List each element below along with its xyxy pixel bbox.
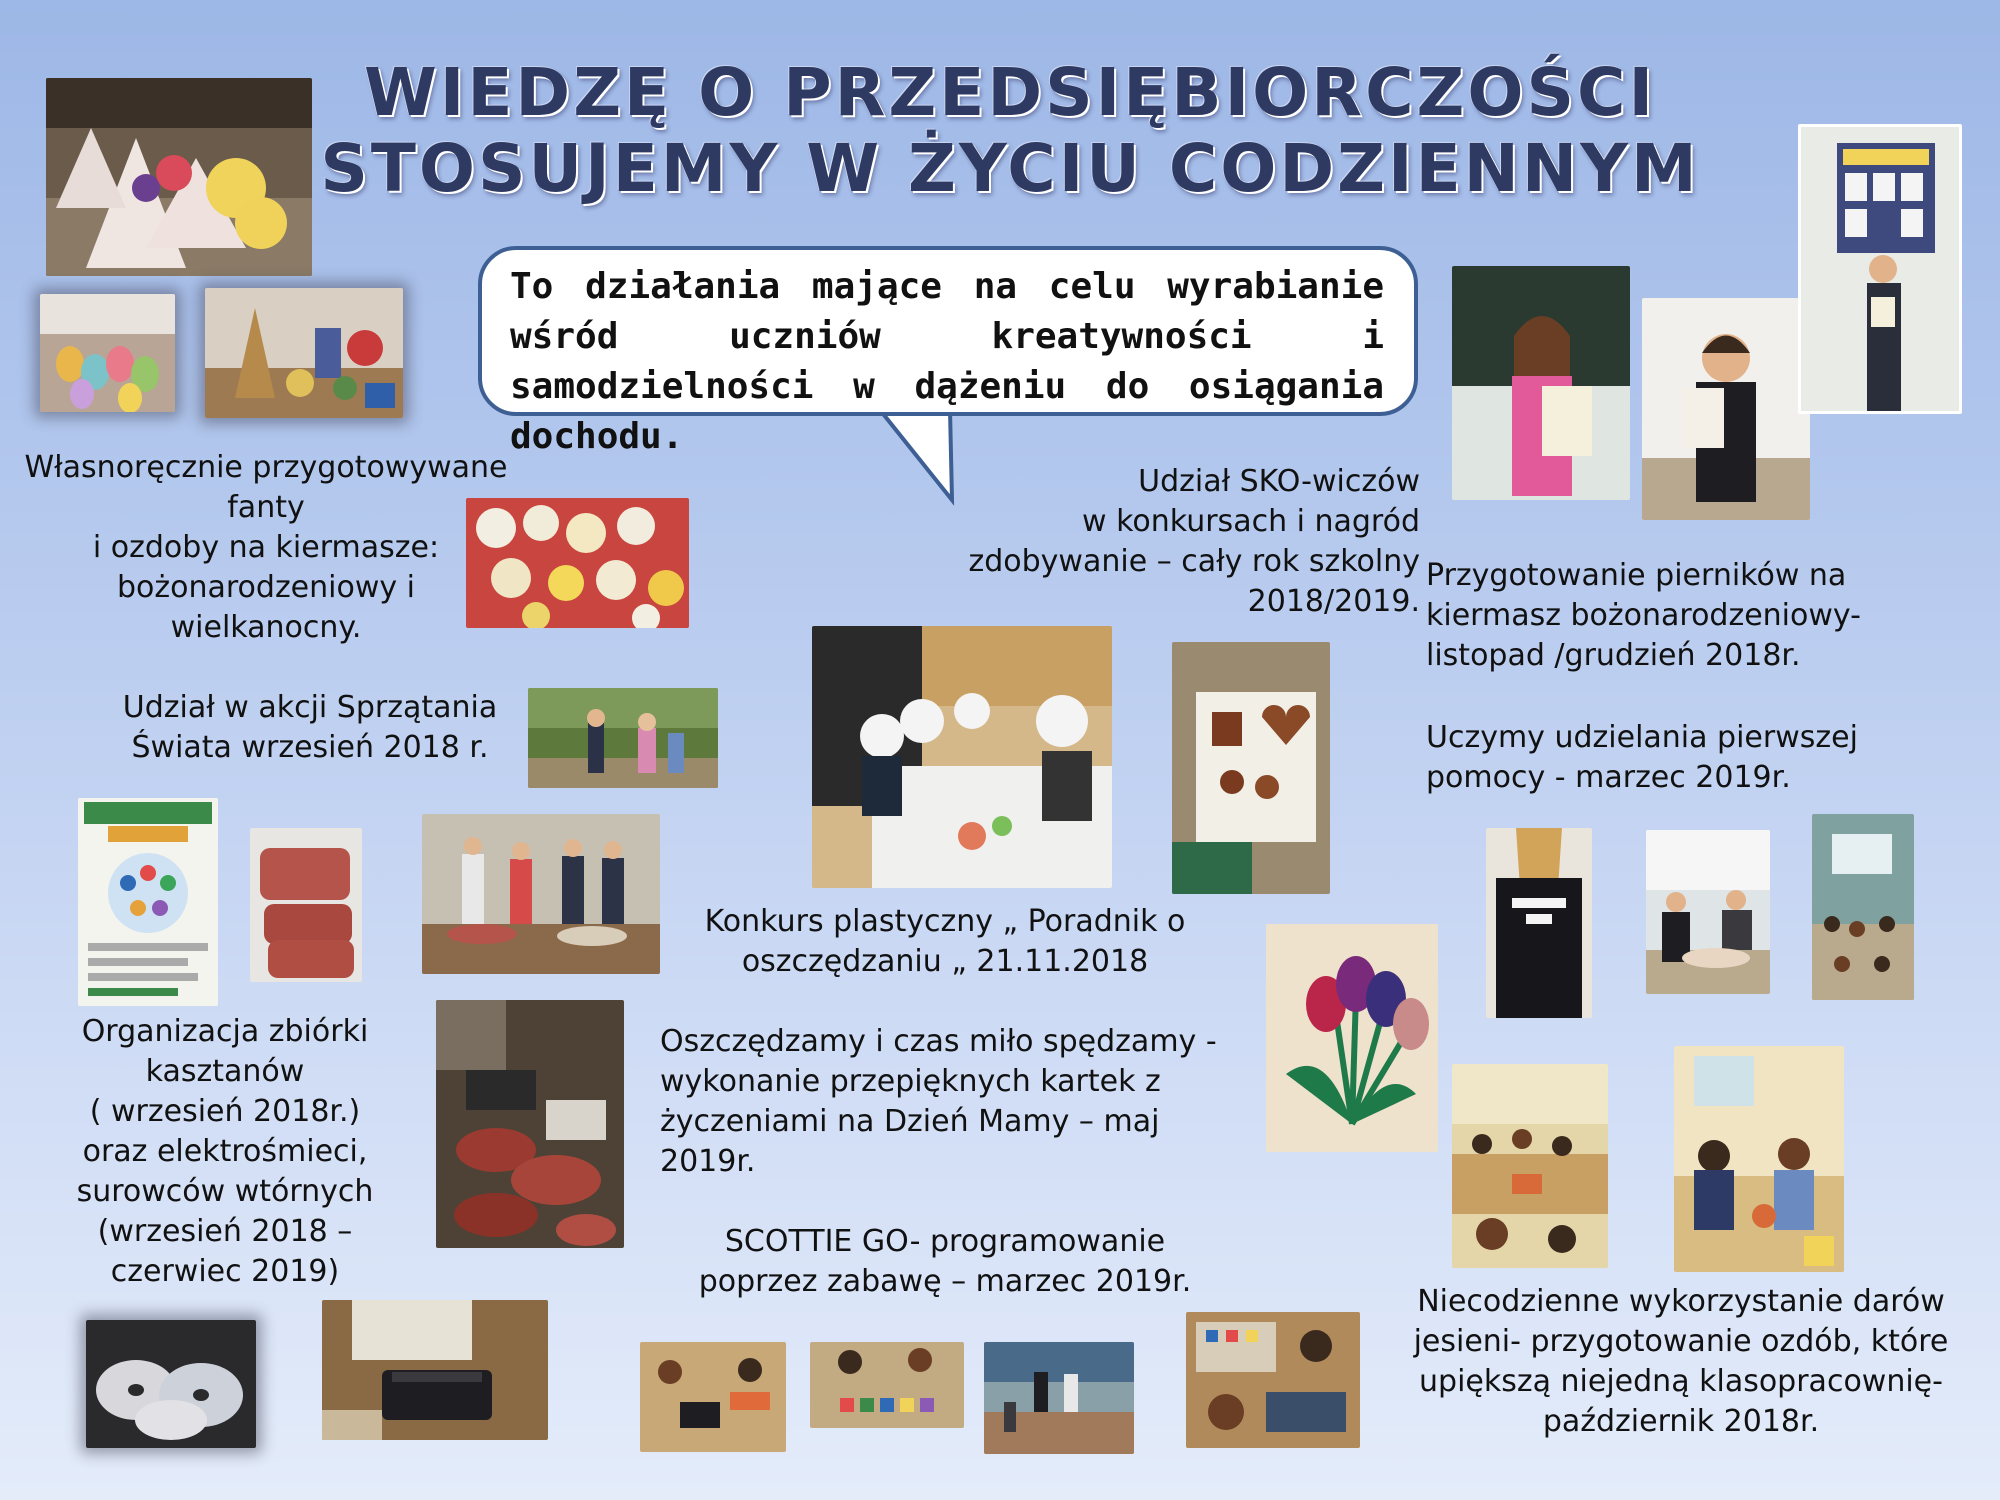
caption-sko: Udział SKO-wiczów w konkursach i nagród zdobywanie – cały rok szkolny 2018/2019.	[968, 464, 1420, 619]
photo-tulip-card	[1266, 924, 1438, 1152]
photo-autumn-crafts-left	[1452, 1064, 1608, 1268]
photo-chestnut-poster	[78, 798, 218, 1006]
caption-chestnut-collection: Organizacja zbiórki kasztanów ( wrzesień 2018r.) oraz elektrośmieci, surowców wtórnych (wrzesień 2018 – czerwiec 2019)	[76, 1014, 374, 1289]
photo-savings-board	[1798, 124, 1962, 414]
photo-scottie-go-3	[984, 1342, 1134, 1454]
photo-scottie-go-1	[640, 1342, 786, 1452]
caption-first-aid: Uczymy udzielania pierwszej pomocy - marzec 2019r.	[1426, 720, 1858, 795]
photo-printer	[322, 1300, 548, 1440]
bubble-text: To działania mające na celu wyrabianie wśród uczniów kreatywności i samodzielności w dążeniu do osiągania dochodu.	[510, 266, 1384, 457]
caption-art-contest: Konkurs plastyczny „ Poradnik o oszczędzaniu „ 21.11.2018	[704, 904, 1186, 979]
photo-world-cleanup	[528, 688, 718, 788]
photo-autumn-crafts-right	[1674, 1046, 1844, 1272]
photo-scottie-go-4	[1186, 1312, 1360, 1448]
speech-bubble	[478, 246, 1418, 457]
photo-scottie-go-2	[810, 1342, 964, 1428]
caption-scottie-go: SCOTTIE GO- programowanie poprzez zabawę – marzec 2019r.	[698, 1224, 1192, 1299]
caption-gingerbread: Przygotowanie pierników na kiermasz bożonarodzeniowy- listopad /grudzień 2018r.	[1426, 558, 1861, 673]
photo-first-aid-classroom	[1812, 814, 1914, 1000]
photo-first-aid-training	[1646, 830, 1770, 994]
photo-girl-diploma	[1452, 266, 1630, 500]
photo-boy-diploma	[1642, 298, 1810, 520]
caption-mothers-day-cards: Oszczędzamy i czas miło spędzamy - wykonanie przepięknych kartek z życzeniami na Dzień Mamy – maj 2019r.	[660, 1024, 1217, 1179]
page-title	[300, 55, 1720, 207]
title-line-2: STOSUJEMY W ŻYCIU CODZIENNYM	[320, 130, 1700, 207]
photo-easter-eggs	[40, 294, 175, 412]
photo-gingerbread-kids	[812, 626, 1112, 888]
photo-chestnut-bags	[250, 828, 362, 982]
caption-world-cleanup: Udział w akcji Sprzątania Świata wrzesień 2018 r.	[122, 690, 498, 765]
photo-easter-chickens	[46, 78, 312, 276]
caption-autumn-crafts: Niecodzienne wykorzystanie darów jesieni- przygotowanie ozdób, które upiększą niejedną klasopracownię- październik 2018r.	[1413, 1284, 1949, 1439]
photo-electronic-waste	[436, 1000, 624, 1248]
title-line-1: WIEDZĘ O PRZEDSIĘBIORCZOŚCI	[363, 54, 1657, 131]
photo-chestnut-collection-team	[422, 814, 660, 974]
caption-fanty: Własnoręcznie przygotowywane fanty i ozdoby na kiermasze: bożonarodzeniowy i wielkanocny.	[24, 450, 508, 645]
photo-first-aid-shirt	[1486, 828, 1592, 1018]
photo-cds	[86, 1320, 256, 1448]
photo-christmas-decorations	[205, 288, 403, 418]
photo-gingerbread-decorating	[1172, 642, 1330, 894]
